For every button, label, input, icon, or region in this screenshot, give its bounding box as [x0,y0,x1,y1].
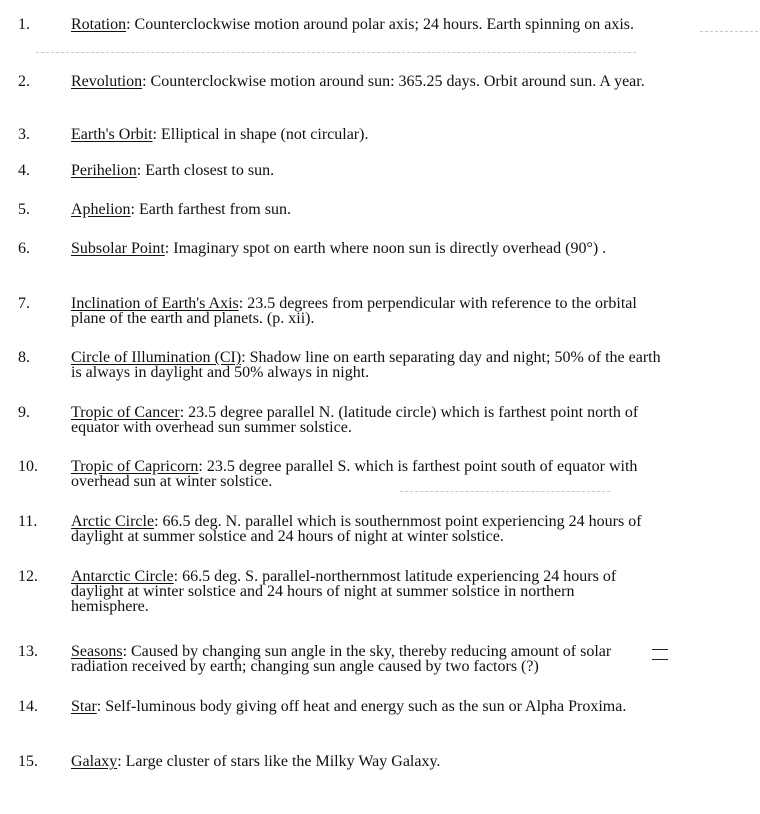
item-text [71,699,646,714]
item-term: Galaxy [71,753,118,770]
item-text [71,163,671,178]
item-number: 6. [18,240,30,257]
item-term: Tropic of Cancer [71,404,180,421]
item-number: 13. [18,643,38,660]
item-number: 7. [18,295,30,312]
item-text [71,17,666,32]
item-number: 4. [18,162,30,179]
item-number: 5. [18,201,30,218]
item-text [71,127,671,142]
item-term: Aphelion [71,201,131,218]
item-number: 2. [18,73,30,90]
item-number: 10. [18,458,38,475]
item-definition: : 23.5 degrees from perpendicular with reference to the orbital plane of the earth and planets. (p. xii). [71,295,637,327]
item-text [71,569,649,614]
item-term: Arctic Circle [71,513,155,530]
item-number: 12. [18,568,38,585]
item-term: Circle of Illumination (CI) [71,349,242,366]
item-definition: : Earth closest to sun. [136,162,275,179]
item-definition: : 23.5 degree parallel N. (latitude circle) which is farthest point north of equator with overhead sun summer solstice. [71,404,639,436]
item-text [71,241,646,256]
item-definition: : Caused by changing sun angle in the sky, thereby reducing amount of solar radiation received by earth; changing sun angle caused by two factors (?) [71,643,612,675]
item-number: 8. [18,349,30,366]
item-text [71,350,669,380]
scan-artifact-line [36,52,636,54]
item-definition: : Elliptical in shape (not circular). [152,126,369,143]
item-number: 14. [18,698,38,715]
item-definition: : 66.5 deg. S. parallel-northernmost latitude experiencing 24 hours of daylight at winter solstice and 24 hours of night at summer solstice in northern hemisphere. [71,568,617,615]
item-number: 15. [18,753,38,770]
scan-artifact-line [700,31,758,33]
item-term: Antarctic Circle [71,568,174,585]
item-number: 3. [18,126,30,143]
item-term: Revolution [71,73,143,90]
item-definition: : Counterclockwise motion around sun: 365.25 days. Orbit around sun. A year. [142,73,645,90]
scan-artifact-line [400,491,610,493]
item-text [71,644,651,674]
item-term: Rotation [71,16,127,33]
item-text [71,514,659,544]
item-term: Tropic of Capricorn [71,458,199,475]
item-definition: : 66.5 deg. N. parallel which is southernmost point experiencing 24 hours of daylight at summer solstice and 24 hours of night at winter solstice. [71,513,642,545]
item-term: Perihelion [71,162,137,179]
margin-mark [652,645,674,663]
item-text [71,459,641,489]
item-term: Inclination of Earth's Axis [71,295,239,312]
item-term: Earth's Orbit [71,126,153,143]
item-definition: : Large cluster of stars like the Milky Way Galaxy. [117,753,441,770]
item-definition: : Self-luminous body giving off heat and energy such as the sun or Alpha Proxima. [96,698,627,715]
item-term: Star [71,698,97,715]
item-text [71,296,651,326]
item-number: 1. [18,16,30,33]
item-definition: : Counterclockwise motion around polar axis; 24 hours. Earth spinning on axis. [126,16,635,33]
item-definition: : Earth farthest from sun. [130,201,291,218]
item-definition: : 23.5 degree parallel S. which is farthest point south of equator with overhead sun at winter solstice. [71,458,638,490]
item-text [71,405,669,435]
item-term: Seasons [71,643,123,660]
item-number: 11. [18,513,38,530]
item-number: 9. [18,404,30,421]
item-term: Subsolar Point [71,240,165,257]
item-definition: : Imaginary spot on earth where noon sun is directly overhead (90°) . [164,240,607,257]
item-definition: : Shadow line on earth separating day and night; 50% of the earth is always in daylight and 50% always in night. [71,349,661,381]
item-text [71,202,671,217]
item-text [71,74,656,89]
item-text [71,754,671,769]
